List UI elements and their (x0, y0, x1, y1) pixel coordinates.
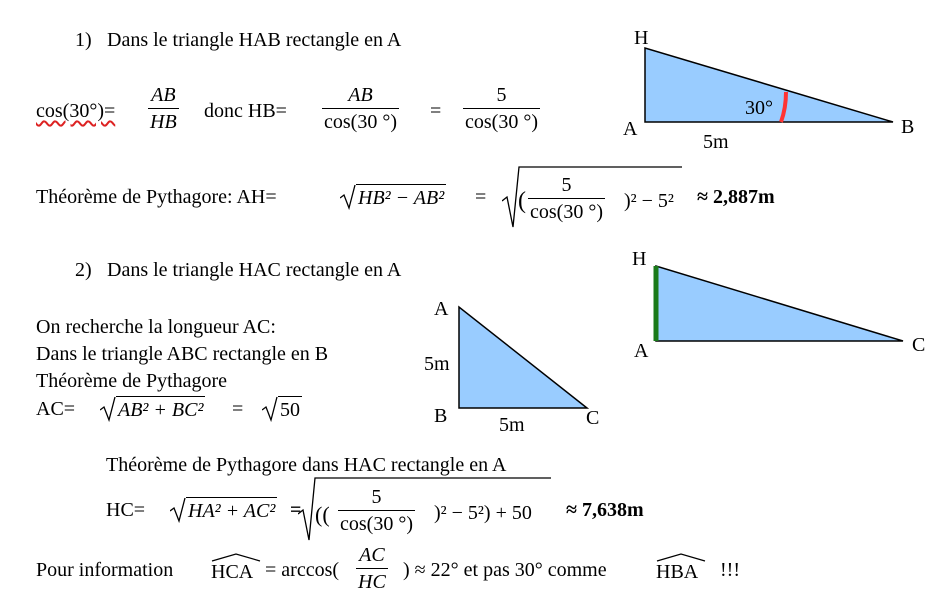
label-bottom-5m: 5m (499, 414, 525, 436)
angle-hca: HCA (211, 561, 253, 583)
fraction-numerator: AB (151, 84, 176, 106)
fraction-denominator: cos(30 °) (465, 111, 538, 133)
triangle-hac (656, 266, 903, 341)
pyth-hac: Théorème de Pythagore dans HAC rectangle en A (106, 454, 507, 476)
angle-hba: HBA (656, 561, 698, 583)
equals-sign-2: = (475, 186, 487, 208)
part1-number: 1) (75, 29, 92, 51)
sqrt-hb-ab (340, 184, 446, 210)
fraction-numerator: 5 (371, 486, 382, 508)
fraction-ab-hb (148, 84, 179, 133)
part1-heading: Dans le triangle HAB rectangle en A (107, 29, 402, 51)
equals-sign-hc: = (290, 499, 302, 521)
info-prefix: Pour information (36, 559, 174, 581)
sqrt-50 (262, 396, 302, 422)
cos-lhs: cos(30°)= (36, 100, 116, 122)
line-pyth: Théorème de Pythagore (36, 370, 228, 392)
label-a-abc: A (434, 298, 449, 320)
radicand: HB² − AB² (356, 184, 446, 210)
label-a-hab: A (623, 118, 638, 140)
info-middle: ) ≈ 22° et pas 30° comme (403, 559, 607, 581)
fraction-5-cos-3 (338, 486, 415, 535)
sqrt-ha-ac (170, 497, 277, 523)
eq-arccos: = arccos( (265, 559, 340, 581)
equals-sign: = (430, 100, 442, 122)
label-a-hac: A (634, 340, 649, 362)
part2-heading: Dans le triangle HAC rectangle en A (107, 259, 402, 281)
fraction-denominator: cos(30 °) (340, 513, 413, 535)
fraction-numerator: AC (359, 544, 385, 566)
pyth-ah-label: Théorème de Pythagore: AH= (36, 186, 277, 208)
fraction-denominator: HB (150, 111, 177, 133)
fraction-denominator: cos(30 °) (324, 111, 397, 133)
sqrt-ab-bc (100, 396, 205, 422)
label-c-abc: C (586, 407, 600, 429)
angle-hat-icon (211, 552, 261, 562)
result-hc: ≈ 7,638m (566, 499, 644, 521)
radicand: AB² + BC² (116, 396, 205, 422)
label-h-hab: H (634, 27, 649, 49)
label-side-5m: 5m (703, 131, 729, 153)
label-c-hac: C (912, 334, 926, 356)
info-suffix: !!! (720, 559, 740, 581)
result-ah: ≈ 2,887m (697, 186, 775, 208)
hc-lhs: HC= (106, 499, 146, 521)
radicand: 50 (278, 396, 302, 422)
paren-close-hc: )² − 5²) + 50 (434, 502, 532, 524)
equals-sign-ac: = (232, 398, 244, 420)
donc-hb: donc HB= (204, 100, 287, 122)
label-h-hac: H (632, 248, 647, 270)
fraction-5-cos (463, 84, 540, 133)
label-b-hab: B (901, 116, 915, 138)
triangle-abc (459, 307, 587, 408)
fraction-denominator: cos(30 °) (530, 201, 603, 223)
part2-number: 2) (75, 259, 92, 281)
label-angle-30: 30° (745, 97, 773, 119)
label-left-5m: 5m (424, 353, 450, 375)
paren-open: ( (518, 188, 526, 214)
fraction-ac-hc (356, 544, 388, 593)
fraction-numerator: 5 (496, 84, 507, 106)
fraction-numerator: AB (348, 84, 373, 106)
fraction-numerator: 5 (561, 174, 572, 196)
paren-open-hc: (( (315, 502, 330, 527)
line-abc: Dans le triangle ABC rectangle en B (36, 343, 329, 365)
angle-hat-icon (656, 552, 706, 562)
ac-lhs: AC= (36, 398, 76, 420)
paren-close-square: )² − 5² (624, 190, 674, 212)
label-b-abc: B (434, 405, 448, 427)
line-recherche: On recherche la longueur AC: (36, 316, 276, 338)
fraction-5-cos-2 (528, 174, 605, 223)
radicand: HA² + AC² (186, 497, 277, 523)
fraction-ab-cos (322, 84, 399, 133)
fraction-denominator: HC (358, 571, 386, 593)
